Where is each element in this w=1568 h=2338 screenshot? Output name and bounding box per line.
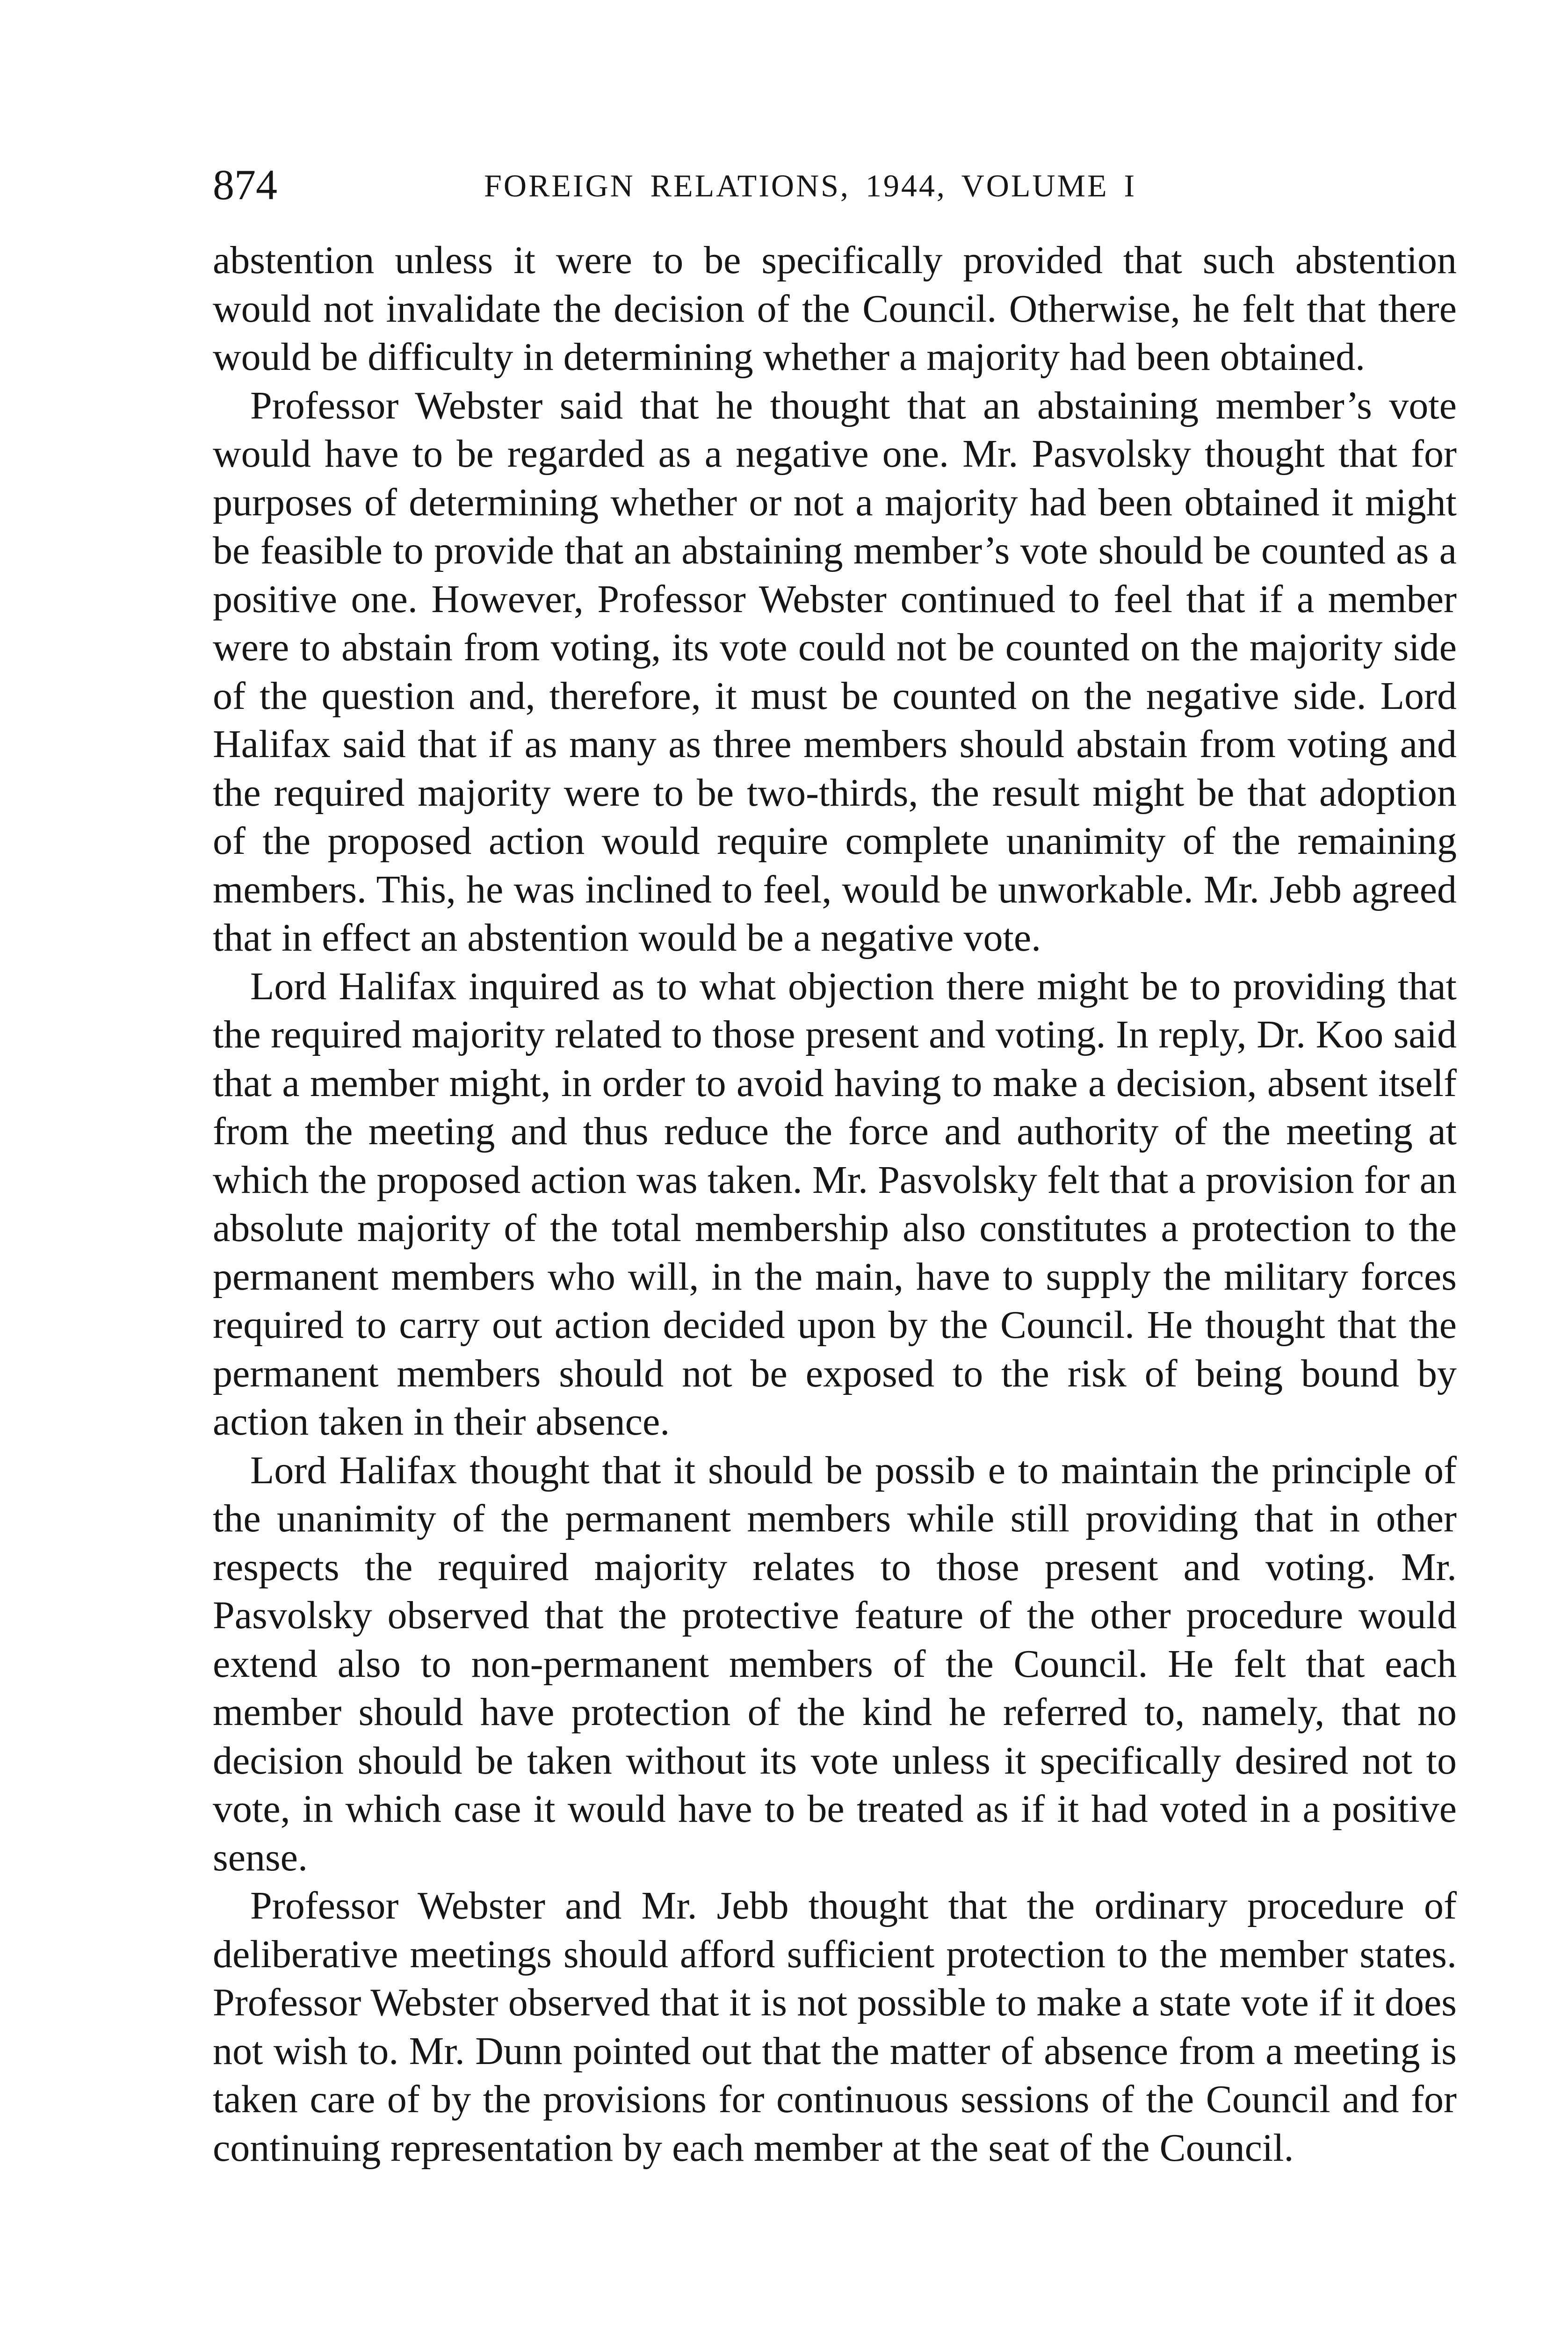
paragraph: Lord Halifax thought that it should be possib e to maintain the principle of the unanimity of the permanent members while still providing that in other respects the required majority relates to those present and voting. Mr. Pasvolsky observed that the protective feature of the other procedure would extend also to non-permanent members of the Council. He felt that each member should have protection of the kind he referred to, namely, that no decision should be taken without its vote unless it specifically desired not to vote, in which case it would have to be treated as if it had voted in a positive sense. — [213, 1448, 1457, 1879]
page-header — [213, 157, 1457, 213]
paragraph: Lord Halifax inquired as to what objection there might be to providing that the required majority related to those present and voting. In reply, Dr. Koo said that a member might, in order to avoid having to make a decision, absent itself from the meeting and thus reduce the force and authority of the meeting at which the proposed action was taken. Mr. Pasvolsky felt that a provision for an absolute majority of the total membership also constitutes a protection to the permanent members who will, in the main, have to supply the military forces required to carry out action decided upon by the Council. He thought that the permanent members should not be exposed to the risk of being bound by action taken in their absence. — [213, 964, 1457, 1443]
paragraph-continuation: abstention unless it were to be specifically provided that such abstention would not invalidate the decision of the Council. Otherwise, he felt that there would be difficulty in determining whether a majority had been obtained. — [213, 238, 1457, 379]
running-head: FOREIGN RELATIONS, 1944, VOLUME I — [484, 168, 1137, 203]
page-number: 874 — [213, 161, 277, 209]
paragraph: Professor Webster said that he thought that an abstaining member’s vote would have to be regarded as a negative one. Mr. Pasvolsky thought that for purposes of determining whether or not a majority had been obtained it might be feasible to provide that an abstaining member’s vote should be counted as a positive one. However, Professor Webster continued to feel that if a member were to abstain from voting, its vote could not be counted on the majority side of the question and, therefore, it must be counted on the negative side. Lord Halifax said that if as many as three members should abstain from voting and the required majority were to be two-thirds, the result might be that adoption of the proposed action would require complete unanimity of the remaining members. This, he was inclined to feel, would be unworkable. Mr. Jebb agreed that in effect an abstention would be a negative vote. — [213, 383, 1457, 960]
paragraph: Professor Webster and Mr. Jebb thought that the ordinary procedure of deliberative meetings should afford sufficient protection to the member states. Professor Webster observed that it is not possible to make a state vote if it does not wish to. Mr. Dunn pointed out that the matter of absence from a meeting is taken care of by the provisions for continuous sessions of the Council and for continuing representation by each member at the seat of the Council. — [213, 1884, 1457, 2170]
body-text — [213, 236, 1457, 2172]
